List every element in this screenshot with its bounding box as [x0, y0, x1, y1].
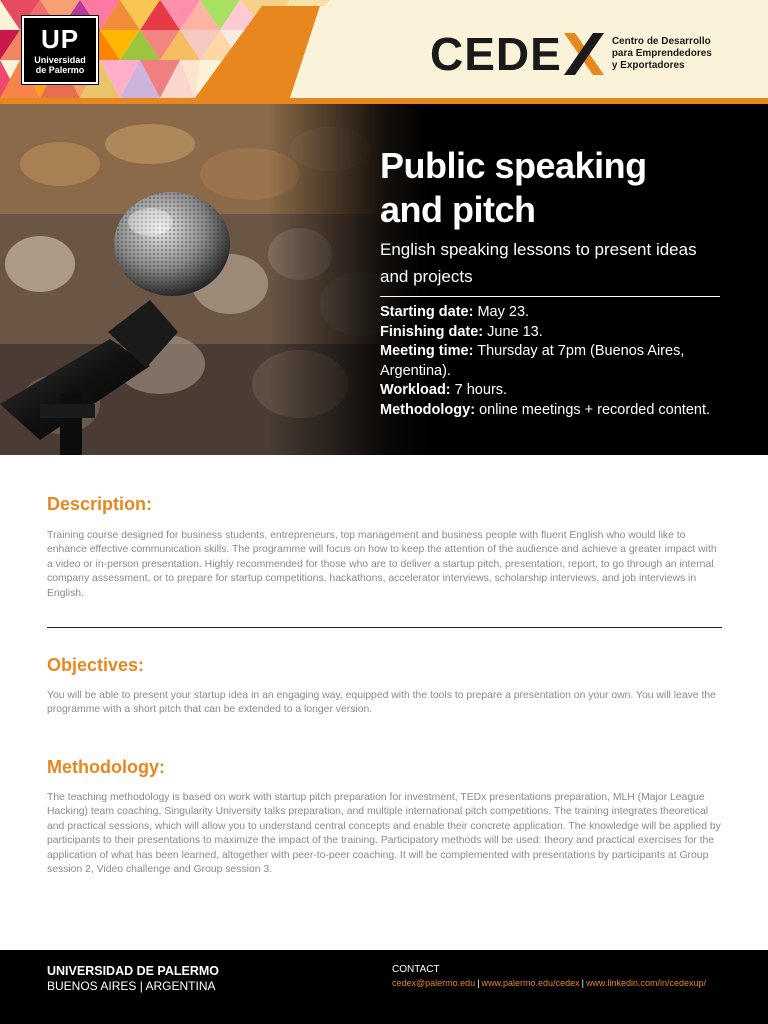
objectives-heading: Objectives: — [47, 655, 145, 675]
hero-text-block — [380, 144, 725, 420]
detail-finishing-date — [380, 323, 725, 343]
course-subtitle: English speaking lessons to present ideas and projects — [380, 240, 697, 286]
cedex-logo-word: CEDE — [430, 28, 562, 80]
header-banner — [0, 0, 768, 104]
cedex-logo-subtitle — [612, 36, 712, 72]
up-logo-name — [34, 55, 86, 75]
detail-label: Methodology: — [380, 401, 476, 418]
detail-label: Workload: — [380, 382, 451, 398]
objectives-text: You will be able to present your startup idea in an engaging way, equipped with the tools to prepare a presentation on your own. You will leave the programme with a short pitch that can be extended to a longer version. — [47, 690, 716, 716]
section-divider — [47, 627, 722, 628]
description-heading: Description: — [47, 494, 153, 514]
footer-contact-label: CONTACT — [392, 964, 440, 975]
methodology-text: The teaching methodology is based on work with startup pitch preparation for investment, TEDx presentations preparation, MLH (Major League Hacking) team coaching, Singularity University talks preparation, and multiple international pitch competitions. The training integrates theoretical and practical sessions, which will allow you to understand central concepts and enable their concrete application. The knowledge will be applied by participants to their presentations to maximize the impact of the training. Participatory methods will be used: theory and practical exercises for the application of what has been learned, altogether with peer-to-peer coaching. It will be complemented with presentations by participants at Group session 2, Video challenge and Group session 3. — [47, 792, 721, 876]
up-logo-name-line1: Universidad — [34, 54, 86, 65]
detail-value: June 13. — [483, 323, 543, 340]
hero-divider — [380, 296, 720, 297]
contact-linkedin-link[interactable]: www.linkedin.com/in/cedexup/ — [585, 978, 706, 988]
detail-value: Thursday at 7pm (Buenos Aires, Argentina). — [380, 343, 685, 379]
detail-label: Starting date: — [380, 304, 474, 320]
detail-value: May 23. — [473, 304, 530, 320]
footer-contact-links — [392, 977, 706, 989]
footer — [0, 950, 768, 1024]
detail-methodology — [380, 401, 725, 421]
methodology-heading: Methodology: — [47, 757, 165, 777]
detail-value: online meetings + recorded content. — [475, 401, 711, 418]
detail-meeting-time — [380, 342, 725, 381]
universidad-de-palermo-logo — [22, 16, 98, 84]
up-logo-name-line2: de Palermo — [35, 64, 85, 75]
course-title-line2: and pitch — [380, 189, 536, 230]
footer-city: BUENOS AIRES | ARGENTINA — [47, 979, 216, 993]
detail-label: Finishing date: — [380, 323, 484, 340]
detail-label: Meeting time: — [380, 343, 474, 359]
cedex-subtitle-line1: Centro de Desarrollo — [611, 36, 711, 47]
contact-email-link[interactable]: cedex@palermo.edu — [392, 978, 476, 988]
hero-banner — [0, 104, 768, 455]
detail-starting-date — [380, 303, 725, 323]
cedex-subtitle-line2: para Emprendedores — [611, 48, 712, 59]
link-separator: | — [477, 978, 480, 988]
footer-university-name: UNIVERSIDAD DE PALERMO — [47, 964, 220, 978]
description-text: Training course designed for business students, entrepreneurs, top management and business people with fluent English who would like to enhance effective communication skills. The programme will focus on how to keep the attention of the audience and achieve a greater impact with a video or in-person presentation. Highly recommended for those who are to deliver a startup pitch, presentation, report, to go through an internal company assessment, or to prepare for startup competitions, hackathons, accelerator interviews, scholarship interviews, and job interviews in English. — [47, 530, 717, 599]
course-title-line1: Public speaking — [380, 145, 647, 186]
detail-workload — [380, 381, 725, 401]
cedex-x-icon — [564, 33, 604, 75]
cedex-subtitle-line3: y Exportadores — [611, 60, 685, 71]
link-separator: | — [581, 978, 584, 988]
contact-website-link[interactable]: www.palermo.edu/cedex — [481, 978, 580, 988]
up-logo-mark: UP — [40, 23, 80, 54]
detail-value: 7 hours. — [450, 382, 508, 398]
course-title — [380, 144, 725, 232]
cedex-logo — [430, 30, 712, 78]
